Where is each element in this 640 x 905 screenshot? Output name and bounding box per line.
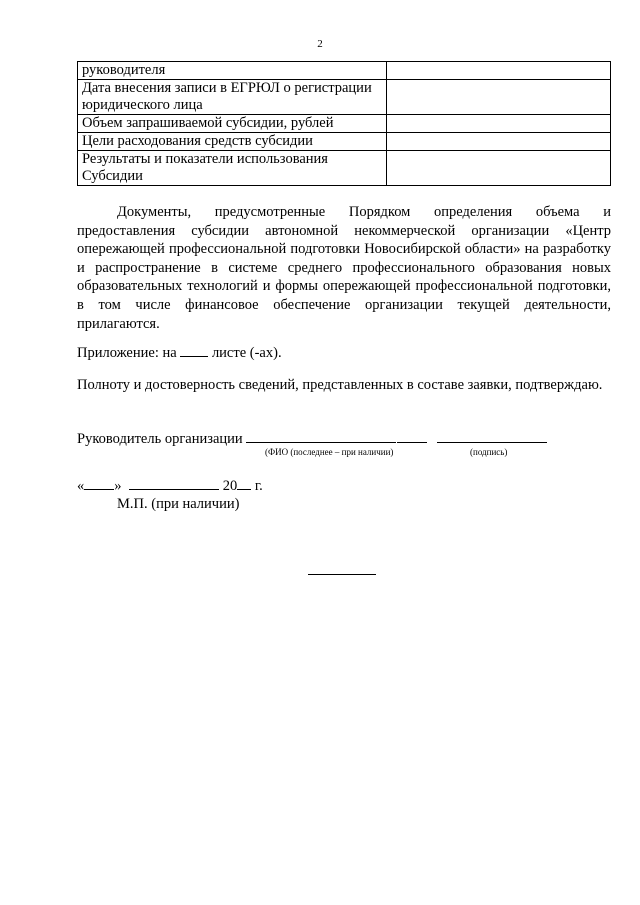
date-row — [77, 477, 263, 495]
row-label: Цели расходования средств субсидии — [78, 133, 387, 151]
row-label: Объем запрашиваемой субсидии, рублей — [78, 115, 387, 133]
confirmation-paragraph: Полноту и достоверность сведений, представленных в составе заявки, подтверждаю. — [77, 377, 603, 393]
day-blank[interactable] — [84, 477, 114, 490]
year-blank[interactable] — [237, 477, 251, 490]
row-value-cell[interactable] — [386, 80, 610, 115]
month-blank[interactable] — [129, 477, 219, 490]
table-row — [78, 151, 611, 186]
sign-caption: (подпись) — [470, 447, 508, 457]
attachment-prefix: Приложение: на — [77, 345, 177, 361]
table-row — [78, 62, 611, 80]
row-value-cell[interactable] — [386, 62, 610, 80]
row-value-cell[interactable] — [386, 115, 610, 133]
row-value-cell[interactable] — [386, 133, 610, 151]
name-blank-ext[interactable] — [397, 430, 427, 443]
year-suffix: г. — [254, 478, 263, 494]
end-divider — [308, 574, 376, 575]
page-number: 2 — [317, 38, 323, 50]
row-label: Результаты и показатели использования Субсидии — [78, 151, 387, 186]
table-row — [78, 133, 611, 151]
name-blank[interactable] — [246, 430, 396, 443]
row-value-cell[interactable] — [386, 151, 610, 186]
attachment-count-blank[interactable] — [180, 344, 208, 357]
table-row — [78, 80, 611, 115]
table-row — [78, 115, 611, 133]
name-caption: (ФИО (последнее – при наличии) — [265, 447, 394, 457]
row-label: Дата внесения записи в ЕГРЮЛ о регистрации юридического лица — [78, 80, 387, 115]
attachment-suffix: листе (-ах). — [211, 345, 282, 361]
date-close-quote: » — [114, 478, 122, 494]
attachment-line — [77, 344, 611, 363]
application-table — [77, 61, 611, 186]
signature-blank[interactable] — [437, 430, 547, 443]
year-prefix: 20 — [222, 478, 238, 494]
signature-row — [77, 430, 547, 448]
row-label: руководителя — [78, 62, 387, 80]
stamp-placeholder: М.П. (при наличии) — [117, 496, 240, 512]
date-open-quote: « — [77, 478, 85, 494]
documents-paragraph: Документы, предусмотренные Порядком определения объема и предоставления субсидии автономной некоммерческой организации «Центр опережающей профессиональной подготовки Новосибирской области» на разработку и распространение в системе среднего профессионального образования новых образовательных технологий и формы опережающей профессиональной подготовки, в том числе финансовое обеспечение организации текущей деятельности, прилагаются. — [77, 204, 611, 332]
signature-label: Руководитель организации — [77, 431, 243, 447]
